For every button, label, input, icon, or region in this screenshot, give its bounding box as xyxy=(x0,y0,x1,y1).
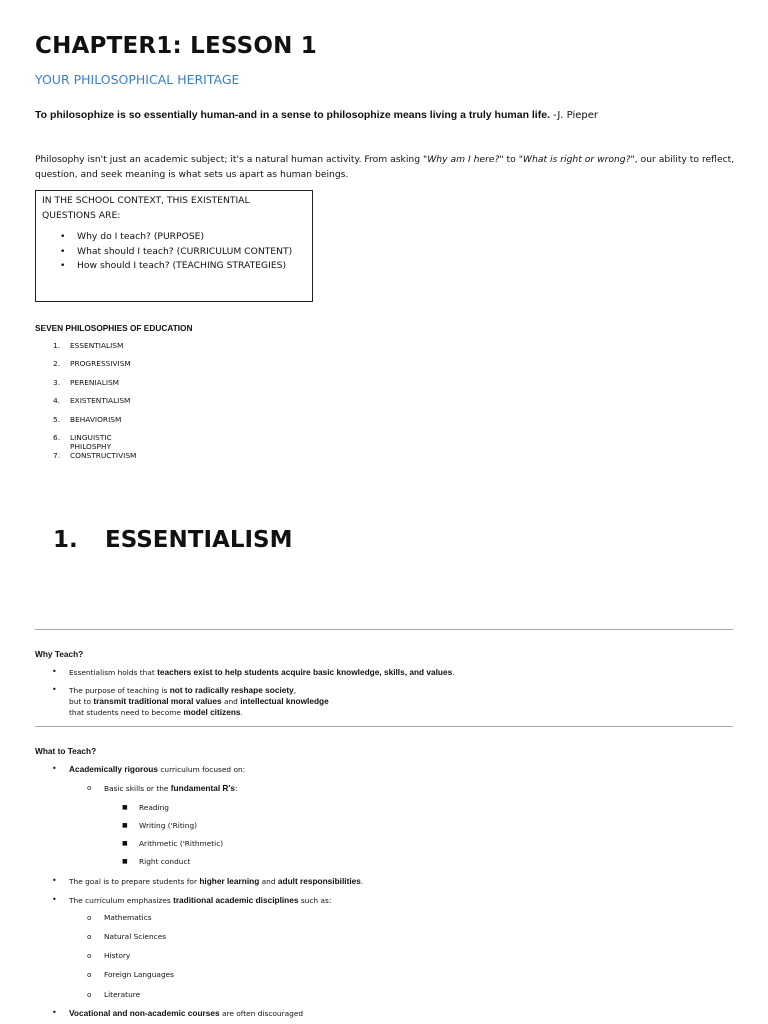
text-bold: intellectual knowledge xyxy=(240,696,329,706)
page-subtitle: YOUR PHILOSOPHICAL HERITAGE xyxy=(35,72,240,87)
bullet: • xyxy=(52,764,57,773)
list-item: • How should I teach? (TEACHING STRATEGIES) xyxy=(77,259,312,274)
list-label: CONSTRUCTIVISM xyxy=(70,451,137,461)
list-label: ESSENTIALISM xyxy=(70,341,124,350)
text-bold: traditional academic disciplines xyxy=(173,895,299,905)
circle-bullet: o xyxy=(87,951,92,960)
bullet: • xyxy=(52,667,57,676)
list-item: Literature xyxy=(104,990,141,999)
section-title: ESSENTIALISM xyxy=(105,527,293,553)
text-bold: model citizens xyxy=(183,707,241,717)
quote-author: -J. Pieper xyxy=(553,110,598,121)
what-teach-point-1 xyxy=(69,764,245,774)
text-bold: teachers exist to help students acquire basic knowledge, skills, and values xyxy=(157,667,453,677)
what-teach-heading: What to Teach? xyxy=(35,746,97,756)
list-label: PROGRESSIVISM xyxy=(70,359,131,369)
list-item: Natural Sciences xyxy=(104,932,167,941)
divider xyxy=(35,629,733,630)
text: such as: xyxy=(298,896,332,905)
list-label: PERENIALISM xyxy=(70,377,120,387)
text-bold: fundamental R's xyxy=(170,783,236,793)
circle-bullet: o xyxy=(87,990,92,999)
intro-paragraph xyxy=(35,153,735,182)
text-bold: adult responsibilities xyxy=(277,876,361,886)
text: , xyxy=(293,686,297,695)
list-item: Foreign Languages xyxy=(104,970,175,979)
page-title: CHAPTER1: LESSON 1 xyxy=(35,33,317,59)
intro-text: , our ability to reflect, question, and seek meaning is what sets us apart as human beings. xyxy=(35,154,735,180)
intro-question-2: "What is right or wrong?" xyxy=(518,154,635,165)
section-heading xyxy=(53,527,292,553)
text: and xyxy=(259,877,278,886)
what-teach-point-2 xyxy=(69,876,363,886)
circle-bullet: o xyxy=(87,783,92,792)
list-item: Right conduct xyxy=(139,857,191,866)
bullet: • xyxy=(52,1008,57,1017)
why-teach-point-2 xyxy=(69,685,329,718)
text-bold: Academically rigorous xyxy=(69,764,158,774)
quote xyxy=(35,109,598,121)
section-number: 1. xyxy=(53,527,78,553)
bullet: • xyxy=(52,895,57,904)
list-number: 7. xyxy=(53,451,61,461)
text-bold: Vocational and non-academic courses xyxy=(69,1008,220,1018)
intro-text: to xyxy=(503,154,519,165)
text: The goal is to prepare students for xyxy=(69,877,200,886)
why-teach-heading: Why Teach? xyxy=(35,649,84,659)
list-number: 4. xyxy=(53,396,61,406)
quote-text: To philosophize is so essentially human-and in a sense to philosophize means living a truly human life. xyxy=(35,109,550,121)
square-bullet: ■ xyxy=(122,840,128,847)
list-number: 3. xyxy=(53,377,61,387)
text: and xyxy=(221,697,241,706)
list-item: • What should I teach? (CURRICULUM CONTENT) xyxy=(77,245,312,260)
square-bullet: ■ xyxy=(122,804,128,811)
text-bold: transmit traditional moral values xyxy=(93,696,222,706)
intro-text: Philosophy isn't just an academic subject; it's a natural human activity. From asking xyxy=(35,154,423,165)
square-bullet: ■ xyxy=(122,858,128,865)
circle-bullet: o xyxy=(87,913,92,922)
list-number: 1. xyxy=(53,341,61,350)
list-item: • Why do I teach? (PURPOSE) xyxy=(77,230,312,245)
list-item: Reading xyxy=(139,803,169,812)
divider xyxy=(35,726,733,727)
text: . xyxy=(240,708,243,717)
list-number: 5. xyxy=(53,414,61,424)
circle-bullet: o xyxy=(87,932,92,941)
text: but to xyxy=(69,697,94,706)
box-question-list xyxy=(36,230,312,274)
list-number: 2. xyxy=(53,359,61,369)
text: Basic skills or the xyxy=(104,784,171,793)
bullet: • xyxy=(52,685,57,694)
list-item: History xyxy=(104,951,131,960)
philosophies-heading: SEVEN PHILOSOPHIES OF EDUCATION xyxy=(35,323,193,333)
list-label: BEHAVIORISM xyxy=(70,414,122,424)
text: : xyxy=(235,784,238,793)
list-number: 6. xyxy=(53,432,61,442)
square-bullet: ■ xyxy=(122,822,128,829)
what-teach-point-3 xyxy=(69,895,331,905)
circle-bullet: o xyxy=(87,970,92,979)
text: Essentialism holds that xyxy=(69,668,158,677)
list-item: Writing ('Riting) xyxy=(139,821,198,830)
box-heading: IN THE SCHOOL CONTEXT, THIS EXISTENTIAL QUESTIONS ARE: xyxy=(42,195,250,221)
what-teach-point-4 xyxy=(69,1008,303,1018)
text: . xyxy=(360,877,364,886)
list-label: LINGUISTIC PHILOSPHY xyxy=(70,432,112,451)
bullet: • xyxy=(52,876,57,885)
existential-questions-box xyxy=(35,190,313,302)
intro-question-1: "Why am I here?" xyxy=(422,154,504,165)
list-item: Mathematics xyxy=(104,913,152,922)
text-bold: not to radically reshape society xyxy=(169,685,294,695)
text: curriculum focused on: xyxy=(158,765,246,774)
text: The curriculum emphasizes xyxy=(69,896,174,905)
text: The purpose of teaching is xyxy=(69,686,170,695)
text: are often discouraged xyxy=(219,1009,304,1018)
list-item: Arithmetic ('Rithmetic) xyxy=(139,839,224,848)
fundamental-rs-item xyxy=(104,783,238,793)
text-bold: higher learning xyxy=(199,876,260,886)
list-label: EXISTENTIALISM xyxy=(70,396,131,406)
text: . xyxy=(452,668,455,677)
why-teach-point-1 xyxy=(69,667,455,677)
text: that students need to become xyxy=(69,708,184,717)
